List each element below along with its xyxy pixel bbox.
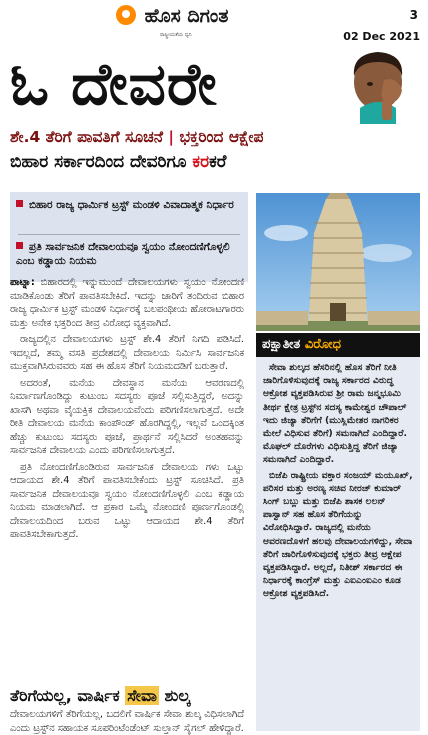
subheadline-2-end: ಕರೆ: [209, 152, 227, 172]
article-paragraph: ಪಾಟ್ನಾ: ಬಿಹಾರದಲ್ಲಿ ಇನ್ನುಮುಂದೆ ದೇವಾಲಯಗಳು ಸ್ವಯಂ ನೋಂದಣಿ ಮಾಡಿಕೊಂಡು ತೆರಿಗೆ ಪಾವತಿಸಬೇಕಿದೆ. ಇದನ್ನು ಜಾರಿಗೆ ತಂದಿರುವ ಬಿಹಾರ ರಾಜ್ಯ ಧಾರ್ಮಿಕ ಟ್ರಸ್ಟ್ ಮಂಡಳಿ ನಿರ್ಧಾರಕ್ಕೆ ಬಲಪಂಥೀಯ ಹೋರಾಟಗಾರರು ಮತ್ತು ಅನೇಕ ಭಕ್ತರಿಂದ ತೀವ್ರ ವಿರೋಧ ವ್ಯಕ್ತವಾಗಿದೆ.: [10, 277, 244, 329]
page-number: 3: [409, 8, 418, 22]
dateline: ಪಾಟ್ನಾ:: [10, 277, 35, 288]
sidebar-title-accent: ವಿರೋಧ: [304, 337, 342, 352]
article-body: [10, 276, 244, 545]
bullet-square-icon: [16, 200, 23, 207]
highlights-divider: [18, 234, 240, 235]
logo-emblem-icon: [116, 5, 136, 25]
subheadline-2-main: ಬಿಹಾರ ಸರ್ಕಾರದಿಂದ ದೇವರಿಗೂ: [10, 152, 193, 172]
temple-photo: [256, 193, 420, 331]
main-headline: ಓ ದೇವರೇ: [10, 50, 218, 118]
article-paragraph: ಪ್ರತಿ ನೋಂದಣಿಗೊಂಡಿರುವ ಸಾರ್ವಜನಿಕ ದೇವಾಲಯ ಗಳು ಒಟ್ಟು ಆದಾಯದ ಶೇ.4 ತೆರಿಗೆ ಪಾವತಿಸಬೇಕೆಂದು ಟ್ರಸ್ಟ್ ಸೂಚಿಸಿದೆ. ಪ್ರತಿ ಸಾರ್ವಜನಿಕ ದೇವಾಲಯವೂ ಸ್ವಯಂ ನೋಂದಣಿಗೊಳ್ಳಲಿ ಎಂಬ ಕಡ್ಡಾಯ ನಿಯಮ ಮಾಡಲಾಗಿದೆ. ಆ ಪ್ರಕಾರ ಒಮ್ಮೆ ನೋಂದಣಿ ಪೂರ್ಣಗೊಂಡಲ್ಲಿ ದೇವಾಲಯದಿಂದ ಬರುವ ಒಟ್ಟು ಆದಾಯದ ಶೇ.4 ತೆರಿಗೆ ಪಾವತಿಸಬೇಕಾಗುತ್ತದೆ.: [10, 461, 244, 540]
subheadline-1-part1: ಶೇ.4 ತೆರಿಗೆ ಪಾವತಿಗೆ ಸೂಚನೆ: [10, 128, 163, 146]
highlights-box: [10, 192, 248, 282]
section-heading: ತೆರಿಗೆಯಲ್ಲ, ವಾರ್ಷಿಕ ಸೇವಾ ಶುಲ್ಕ: [10, 686, 191, 705]
sidebar-title: ಪಕ್ಷಾತೀತ ವಿರೋಧ: [256, 333, 420, 357]
subheadline-separator: |: [168, 128, 175, 146]
sidebar-body: [256, 357, 420, 731]
issue-date: 02 Dec 2021: [343, 30, 420, 43]
newspaper-logo: [116, 5, 316, 33]
sidebar-paragraph: ಸೇವಾ ಶುಲ್ಕದ ಹೆಸರಿನಲ್ಲಿ ಹೊಸ ತೆರಿಗೆ ನೀತಿ ಜಾರಿಗೊಳಿಸುವುದಕ್ಕೆ ರಾಜ್ಯ ಸರ್ಕಾರದ ವಿರುದ್ಧ ಆಕ್ರೋಶ ವ್ಯಕ್ತಪಡಿಸಿರುವ ಶ್ರೀ ರಾಮ ಜನ್ಮಭೂಮಿ ತೀರ್ಥ ಕ್ಷೇತ್ರ ಟ್ರಸ್ಟ್‌ನ ಸದಸ್ಯ ಕಾಮೇಶ್ವರ ಚೌಪಾಲ್ ಇದು ಜಿಜ್ಯಾ ತೆರಿಗೆಗೆ (ಮುಸ್ಲಿಮೇತರ ನಾಗರಿಕರ ಮೇಲೆ ವಿಧಿಸುವ ತೆರಿಗೆ) ಸಮನಾಗಿದೆ ಎಂದಿದ್ದಾರೆ. ಮೊಘಲ್ ದೊರೆಗಳು ವಿಧಿಸುತ್ತಿದ್ದ ತೆರಿಗೆ ಜಿಜ್ಯಾ ಸಮನಾಗಿದೆ ಎಂದಿದ್ದಾರೆ.: [263, 362, 407, 466]
subheadline-2-highlight: ಕರ: [192, 152, 210, 172]
tagline: ರಾಷ್ಟ್ರೀಯತೆಯ ಧ್ವನಿ: [160, 32, 192, 38]
subheadline-2: [10, 150, 422, 174]
section-heading-highlight: ಸೇವಾ: [127, 686, 157, 705]
subheadline-1-part2: ಭಕ್ತರಿಂದ ಆಕ್ಷೇಪ: [179, 128, 264, 146]
sidebar-paragraph: ಬಿಜೆಪಿ ರಾಷ್ಟ್ರೀಯ ವಕ್ತಾರ ಸಂಜಯ್ ಮಯೂಖ್, ಪರಿಸರ ಮತ್ತು ಅರಣ್ಯ ಸಚಿವ ನೀರಜ್ ಕುಮಾರ್ ಸಿಂಗ್ ಬಬ್ಲು ಮತ್ತು ಬಿಜೆಪಿ ಶಾಸಕ ಲಲನ್ ಪಾಸ್ವಾನ್ ಸಹ ಹೊಸ ತೆರಿಗೆಯನ್ನು ವಿರೋಧಿಸಿದ್ದಾರೆ. ರಾಜ್ಯದಲ್ಲಿ ಮನೆಯ ಆವರಣದೊಳಗೆ ಹಲವು ದೇವಾಲಯಗಳಿದ್ದು, ಸೇವಾ ತೆರಿಗೆ ಜಾರಿಗೊಳಿಸುವುದಕ್ಕೆ ಭಕ್ತರು ತೀವ್ರ ಆಕ್ಷೇಪ ವ್ಯಕ್ತಪಡಿಸಿದ್ದಾರೆ. ಅಲ್ಲದೆ, ನಿತೀಶ್ ಸರ್ಕಾರದ ಈ ನಿರ್ಧಾರಕ್ಕೆ ಕಾಂಗ್ರೆಸ್ ಮತ್ತು ಎಐಎಂಐಎಂ ಕೂಡ ಆಕ್ರೋಶ ವ್ಯಕ್ತಪಡಿಸಿದೆ.: [263, 469, 413, 600]
logo-text: ಹೊಸ ದಿಗಂತ: [144, 5, 229, 27]
subheadline-1: [10, 126, 422, 148]
article-paragraph: ರಾಜ್ಯದಲ್ಲಿನ ದೇವಾಲಯಗಳು ಟ್ರಸ್ಟ್ ಶೇ.4 ತೆರಿಗೆ ನಿಗದಿ ಪಡಿಸಿದೆ. ಇದಲ್ಲದೆ, ತಮ್ಮ ವಸತಿ ಪ್ರದೇಶದಲ್ಲಿ ದೇವಾಲಯ ನಿರ್ಮಿಸಿ ಸಾರ್ವಜನಿಕ ಮುಕ್ತವಾಗಿಸಿರುವವರು ಸಹ ಈ ಹೊಸ ತೆರಿಗೆ ನಿಯಮದಡಿಗೆ ಬರುತ್ತಾರೆ.: [10, 334, 244, 372]
facepalm-emoji-icon: [338, 46, 418, 124]
article-paragraph: ಅದರಂತೆ, ಮನೆಯ ದೇವಸ್ಥಾನ ಮನೆಯ ಆವರಣದಲ್ಲಿ ನಿರ್ಮಾಣಗೊಂಡಿದ್ದು ಕುಟುಂಬ ಸದಸ್ಯರು ಪೂಜೆ ಸಲ್ಲಿಸುತ್ತಿದ್ದರೆ, ಅದನ್ನು ಖಾಸಗಿ ಅಥವಾ ವೈಯಕ್ತಿಕ ದೇವಾಲಯವೆಂದು ಪರಿಗಣಿಸಲಾಗುತ್ತದೆ. ಅದೇ ರೀತಿ ದೇವಾಲಯ ಮನೆಯ ಕಾಂಪೌಂಡ್ ಹೊರಗಿದ್ದಲ್ಲಿ, ಇಲ್ಲವೆ ಒಂದಕ್ಕಿಂತ ಹೆಚ್ಚು ಕುಟುಂಬ ಸದಸ್ಯರು ಪೂಜೆ, ಪ್ರಾರ್ಥನೆ ಸಲ್ಲಿಸಿದರೆ ಅಂತಹವನ್ನು ಸಾರ್ವಜನಿಕ ದೇವಾಲಯ ಎಂದು ಪರಿಗಣಿಸಲಾಗುತ್ತದೆ.: [10, 377, 244, 456]
highlight-item: ಪ್ರತಿ ಸಾರ್ವಜನಿಕ ದೇವಾಲಯವೂ ಸ್ವಯಂ ನೋಂದಣಿಗೊಳ್ಳಲಿ ಎಂಬ ಕಡ್ಡಾಯ ನಿಯಮ: [16, 241, 230, 267]
bullet-square-icon: [16, 242, 23, 249]
section-body: ದೇವಾಲಯಗಳಿಗೆ ತೆರಿಗೆಯಲ್ಲ, ಬದಲಿಗೆ ವಾರ್ಷಿಕ ಸೇವಾ ಶುಲ್ಕ ವಿಧಿಸಲಾಗಿದೆ ಎಂದು ಟ್ರಸ್ಟ್‌ನ ಸಹಾಯಕ ಸೂಪರಿಂಟೆಂಡೆಂಟ್ ಸುಲ್ತಾನ್ ಸೈಗಲ್ ಹೇಳಿದ್ದಾರೆ.: [10, 709, 244, 734]
highlight-item: ಬಿಹಾರ ರಾಜ್ಯ ಧಾರ್ಮಿಕ ಟ್ರಸ್ಟ್ ಮಂಡಳಿ ವಿವಾದಾತ್ಮಕ ನಿರ್ಧಾರ: [16, 198, 242, 212]
